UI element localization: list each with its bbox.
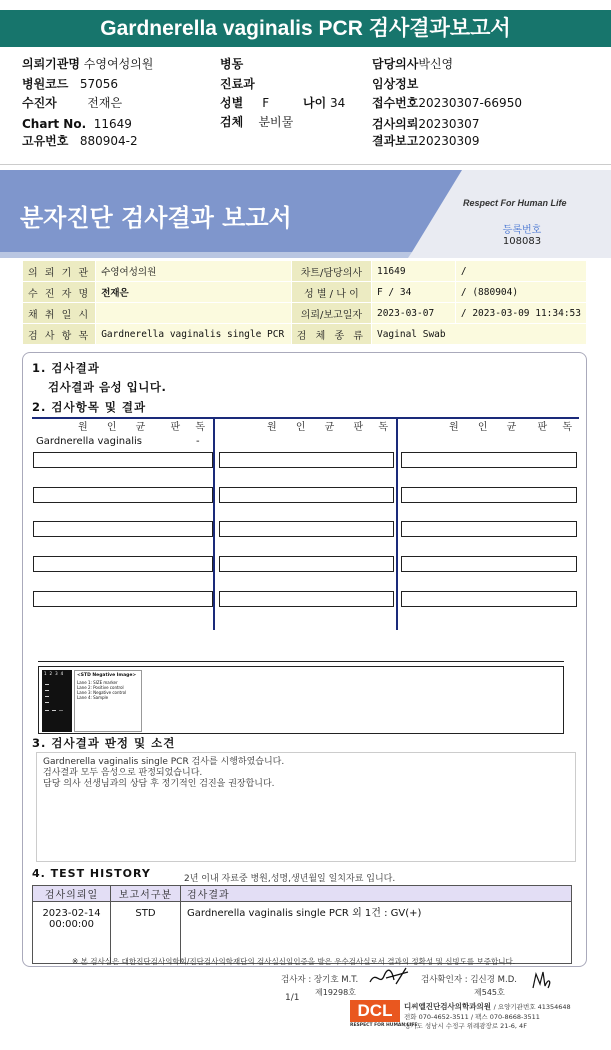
table-row bbox=[23, 261, 587, 282]
confirmer-name: 검사확인자 : 김신경 M.D. bbox=[421, 975, 517, 985]
result-slot bbox=[219, 556, 394, 572]
value-doctor: / bbox=[455, 261, 586, 282]
label-request-report: 의뢰/보고일자 bbox=[291, 303, 371, 324]
result-slot bbox=[401, 556, 577, 572]
tester-license: 제19298호 bbox=[315, 988, 356, 997]
banner-tagline: Respect For Human Life bbox=[463, 198, 567, 208]
header-doctor: 담당의사박신영 bbox=[372, 57, 454, 71]
header-clinical-info: 임상정보 bbox=[372, 77, 419, 91]
result-slot bbox=[401, 591, 577, 607]
confirmer-license: 제545호 bbox=[474, 988, 505, 997]
value-patient-name: 전재은 bbox=[96, 282, 292, 303]
header-hospital-code: 병원코드 57056 bbox=[22, 77, 119, 91]
table-row bbox=[23, 303, 587, 324]
results-grid-divider bbox=[213, 418, 215, 630]
result-slot bbox=[219, 591, 394, 607]
dcl-logo-tagline: RESPECT FOR HUMAN LIFE bbox=[350, 1023, 418, 1028]
header-hospital: 의뢰기관명 수영여성의원 bbox=[22, 57, 154, 71]
registration-number-box bbox=[464, 219, 580, 253]
gel-band bbox=[59, 710, 63, 711]
column-header: 원 인 균 판 독 bbox=[267, 422, 394, 433]
column-header: 원 인 균 판 독 bbox=[78, 422, 211, 433]
table-row bbox=[33, 902, 572, 964]
result-slot bbox=[219, 487, 394, 503]
header-patient: 수진자 전재은 bbox=[22, 96, 123, 110]
registration-value: 108083 bbox=[502, 236, 542, 247]
result-slot bbox=[401, 521, 577, 537]
section-1-result: 검사결과 음성 입니다. bbox=[48, 380, 167, 394]
result-slot bbox=[33, 487, 213, 503]
report-title-bar: Gardnerella vaginalis PCR 검사결과보고서 bbox=[0, 10, 611, 47]
header-dept: 진료과 bbox=[220, 77, 255, 91]
gel-legend: <STD Negative Image> Lane 1: SIZE marker Lane 2: Positive control Lane 3: Negative control Lane 4: Sample bbox=[74, 670, 142, 732]
interpretation-comment: Gardnerella vaginalis single PCR 검사를 시행하였습니다. 검사결과 모두 음성으로 판정되었습니다. 담당 의사 선생님과의 상담 후 정기적인 검진을 권장합니다. bbox=[36, 752, 576, 862]
organism-name: Gardnerella vaginalis bbox=[36, 436, 142, 447]
label-institution: 의 뢰 기 관 bbox=[23, 261, 96, 282]
column-header: 원 인 균 판 독 bbox=[449, 422, 578, 433]
gel-lane-numbers: 1234 bbox=[44, 671, 67, 676]
value-institution: 수영여성의원 bbox=[96, 261, 292, 282]
gel-band bbox=[45, 684, 49, 685]
result-slot bbox=[33, 591, 213, 607]
result-slot bbox=[33, 452, 213, 468]
gel-band bbox=[45, 696, 49, 697]
history-col-result: 검사결과 bbox=[181, 886, 572, 902]
gel-band bbox=[52, 710, 56, 711]
value-specimen-type: Vaginal Swab bbox=[371, 324, 586, 345]
label-chart-doctor: 차트/담당의사 bbox=[291, 261, 371, 282]
registration-label: 등록번호 bbox=[502, 225, 542, 236]
result-slot bbox=[33, 556, 213, 572]
label-patient-name: 수 진 자 명 bbox=[23, 282, 96, 303]
section-2-title: 2. 검사항목 및 결과 bbox=[32, 400, 147, 414]
history-type: STD bbox=[111, 902, 181, 964]
gel-band bbox=[45, 702, 49, 703]
header-divider bbox=[0, 164, 611, 165]
banner-title: 분자진단 검사결과 보고서 bbox=[20, 204, 292, 232]
value-birth: / (880904) bbox=[455, 282, 586, 303]
tester-signature bbox=[368, 966, 412, 990]
section-3-title: 3. 검사결과 판정 및 소견 bbox=[32, 736, 176, 750]
test-history-table bbox=[32, 885, 572, 964]
accreditation-note: ※ 본 검사실은 대한진단검사의학회/진단검사의학재단의 검사실신임인증을 받은 우수검사실로서 결과의 정확성 및 신빙도를 보증합니다. bbox=[72, 957, 516, 966]
table-row bbox=[23, 282, 587, 303]
organism-result: - bbox=[196, 436, 200, 447]
result-slot bbox=[219, 452, 394, 468]
header-chart-no: Chart No. 11649 bbox=[22, 117, 132, 131]
result-slot bbox=[219, 521, 394, 537]
value-report-date: / 2023-03-09 11:34:53 bbox=[455, 303, 586, 324]
label-sex-age: 성 별 / 나 이 bbox=[291, 282, 371, 303]
patient-info-table bbox=[22, 260, 587, 345]
section-4-title: 4. TEST HISTORY bbox=[32, 867, 151, 880]
value-test-item: Gardnerella vaginalis single PCR bbox=[96, 324, 292, 345]
result-slot bbox=[401, 452, 577, 468]
value-request-date: 2023-03-07 bbox=[371, 303, 455, 324]
value-collection-time bbox=[96, 303, 292, 324]
header-age: 나이 34 bbox=[303, 96, 346, 110]
header-ward: 병동 bbox=[220, 57, 244, 71]
header-unique-no: 고유번호 880904-2 bbox=[22, 134, 138, 148]
history-col-date: 검사의뢰일 bbox=[33, 886, 111, 902]
gel-electrophoresis-image bbox=[42, 670, 72, 732]
header-receipt-no: 접수번호20230307-66950 bbox=[372, 96, 522, 110]
header-report-date: 결과보고20230309 bbox=[372, 134, 480, 148]
table-row bbox=[23, 324, 587, 345]
label-specimen-type: 검 체 종 류 bbox=[291, 324, 371, 345]
header-specimen: 검체 분비물 bbox=[220, 115, 294, 129]
lab-address: 경기도 성남시 수정구 위례광장로 21-6, 4F bbox=[404, 1022, 527, 1030]
label-collection-time: 채 취 일 시 bbox=[23, 303, 96, 324]
history-col-type: 보고서구분 bbox=[111, 886, 181, 902]
value-chart: 11649 bbox=[371, 261, 455, 282]
dcl-logo: DCL bbox=[350, 1000, 400, 1022]
header-sex: 성별 F bbox=[220, 96, 270, 110]
result-slot bbox=[33, 521, 213, 537]
history-date: 2023-02-14 00:00:00 bbox=[33, 902, 111, 964]
gel-band bbox=[45, 690, 49, 691]
section-4-note: 2년 이내 자료중 병원,성명,생년월일 일치자료 입니다. bbox=[184, 874, 396, 884]
label-test-item: 검 사 항 목 bbox=[23, 324, 96, 345]
lab-name: 디씨엘진단검사의학과의원 / 요양기관번호 41354648 bbox=[404, 1002, 571, 1011]
value-sex-age: F / 34 bbox=[371, 282, 455, 303]
results-grid-divider bbox=[396, 418, 398, 630]
table-header-row bbox=[33, 886, 572, 902]
gel-band bbox=[45, 710, 49, 711]
lab-contact: 전화 070-4652-3511 / 팩스 070-8668-3511 bbox=[404, 1013, 540, 1021]
image-separator bbox=[38, 661, 564, 662]
section-1-title: 1. 검사결과 bbox=[32, 361, 100, 375]
history-result: Gardnerella vaginalis single PCR 외 1건 : GV(+) bbox=[181, 902, 572, 964]
result-slot bbox=[401, 487, 577, 503]
page-number: 1/1 bbox=[285, 993, 300, 1003]
tester-name: 검사자 : 장기호 M.T. bbox=[281, 975, 359, 985]
header-request-date: 검사의뢰20230307 bbox=[372, 117, 480, 131]
confirmer-signature bbox=[530, 968, 554, 992]
